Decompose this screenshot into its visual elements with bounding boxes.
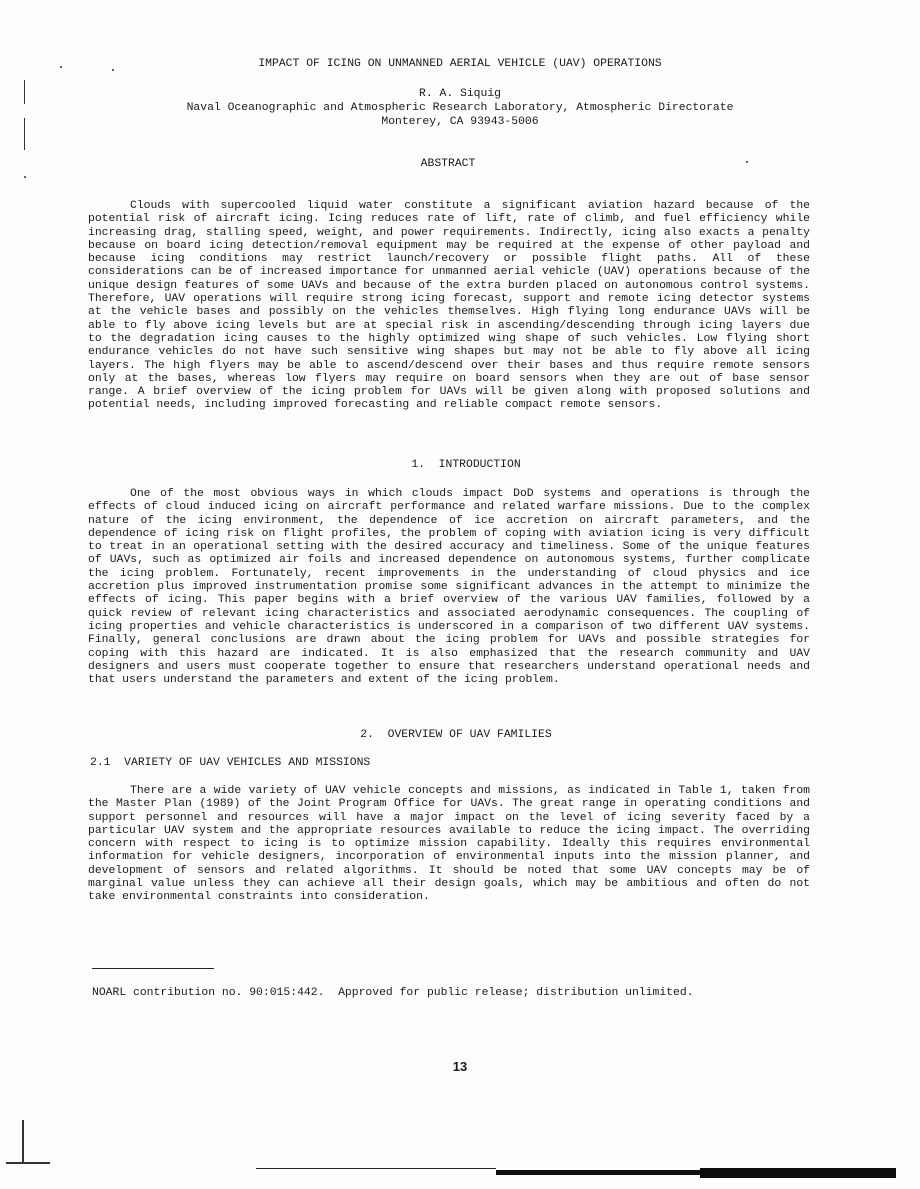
scan-speck — [24, 176, 26, 178]
author-affiliation: Naval Oceanographic and Atmospheric Research Laboratory, Atmospheric Directorate — [186, 102, 734, 114]
subsection-2-1-paragraph: There are a wide variety of UAV vehicle concepts and missions, as indicated in Table 1, taken from the Master Plan (1989) of the Joint Program Office for UAVs. The great range in operating conditions and support personnel and resources will have a major impact on the level of icing severity faced by a particular UAV system and the appropriate resources available to reduce the icing impact. The overriding concern with respect to icing is to optimize mission capability. Ideally this requires environmental information for vehicle designers, incorporation of environmental inputs into the mission planner, and development of sensors and related algorithms. It should be noted that some UAV concepts may be of marginal value unless they can achieve all their design goals, which may be ambitious and often do not take environmental constraints into consideration. — [88, 785, 810, 904]
paper-title: IMPACT OF ICING ON UNMANNED AERIAL VEHICLE (UAV) OPERATIONS — [258, 58, 662, 70]
introduction-paragraph: One of the most obvious ways in which clouds impact DoD systems and operations is through the effects of cloud induced icing on aircraft performance and related warfare missions. Due to the complex nature of the icing environment, the dependence of ice accretion on aircraft parameters, and the dependence of icing risk on flight profiles, the problem of coping with aviation icing is very difficult to treat in an operational setting with the desired accuracy and timeliness. Some of the unique features of UAVs, such as optimized air foils and increased dependence on autonomous systems, further complicate the icing problem. Fortunately, recent improvements in the understanding of cloud physics and ice accretion plus improved instrumentation promise some significant advances in the attempt to minimize the effects of icing. This paper begins with a brief overview of the various UAV families, followed by a quick review of relevant icing characteristics and associated aerodynamic consequences. The coupling of icing properties and vehicle characteristics is underscored in a comparison of two different UAV systems. Finally, general conclusions are drawn about the icing problem for UAVs and possible strategies for coping with this hazard are indicated. It is also emphasized that the research community and UAV designers and users must cooperate together to ensure that researchers understand operational needs and that users understand the parameters and extent of the icing problem. — [88, 488, 810, 687]
footnote-rule — [92, 968, 214, 969]
abstract-paragraph: Clouds with supercooled liquid water constitute a significant aviation hazard because of the potential risk of aircraft icing. Icing reduces rate of lift, rate of climb, and fuel efficiency while increasing drag, stalling speed, weight, and power requirements. Indirectly, icing also exacts a penalty because on board icing detection/removal equipment may be required at the expense of other payload and because icing conditions may restrict launch/recovery or possible flight paths. All of these considerations can be of increased importance for unmanned aerial vehicle (UAV) operations because of the unique design features of some UAVs and because of the extra burden placed on autonomous control systems. Therefore, UAV operations will require strong icing forecast, support and remote icing detector systems at the vehicle bases and possibly on the vehicles themselves. High flying long endurance UAVs will be able to fly above icing levels but are at special risk in ascending/descending through icing layers due to the degradation icing causes to the highly optimized wing shape of such vehicles. Low flying short endurance vehicles do not have such sensitive wing shapes but may not be able to fly above all icing layers. The high flyers may be able to ascend/descend over their bases and thus require remote sensors only at the bases, whereas low flyers may require on board sensors when they are out of base sensor range. A brief overview of the icing problem for UAVs will be given along with proposed solutions and potential needs, including improved forecasting and reliable compact remote sensors. — [88, 200, 810, 412]
page-number: 13 — [452, 1059, 468, 1074]
scan-corner-mark — [6, 1162, 50, 1164]
abstract-heading: ABSTRACT — [420, 158, 476, 170]
section-1-heading: 1. INTRODUCTION — [411, 459, 521, 471]
subsection-2-1-text — [88, 785, 810, 905]
subsection-2-1-heading: 2.1 VARIETY OF UAV VEHICLES AND MISSIONS — [90, 757, 371, 769]
scan-corner-mark — [22, 1120, 24, 1164]
abstract-text — [88, 200, 810, 413]
footnote-text: NOARL contribution no. 90:015:442. Approved for public release; distribution unlimited. — [92, 987, 694, 999]
section-2-heading: 2. OVERVIEW OF UAV FAMILIES — [360, 729, 552, 741]
author-address: Monterey, CA 93943-5006 — [381, 116, 539, 128]
author-name: R. A. Siquig — [418, 88, 502, 100]
scan-bottom-edge — [256, 1168, 496, 1169]
introduction-text — [88, 488, 810, 687]
scan-bottom-edge — [700, 1168, 896, 1178]
